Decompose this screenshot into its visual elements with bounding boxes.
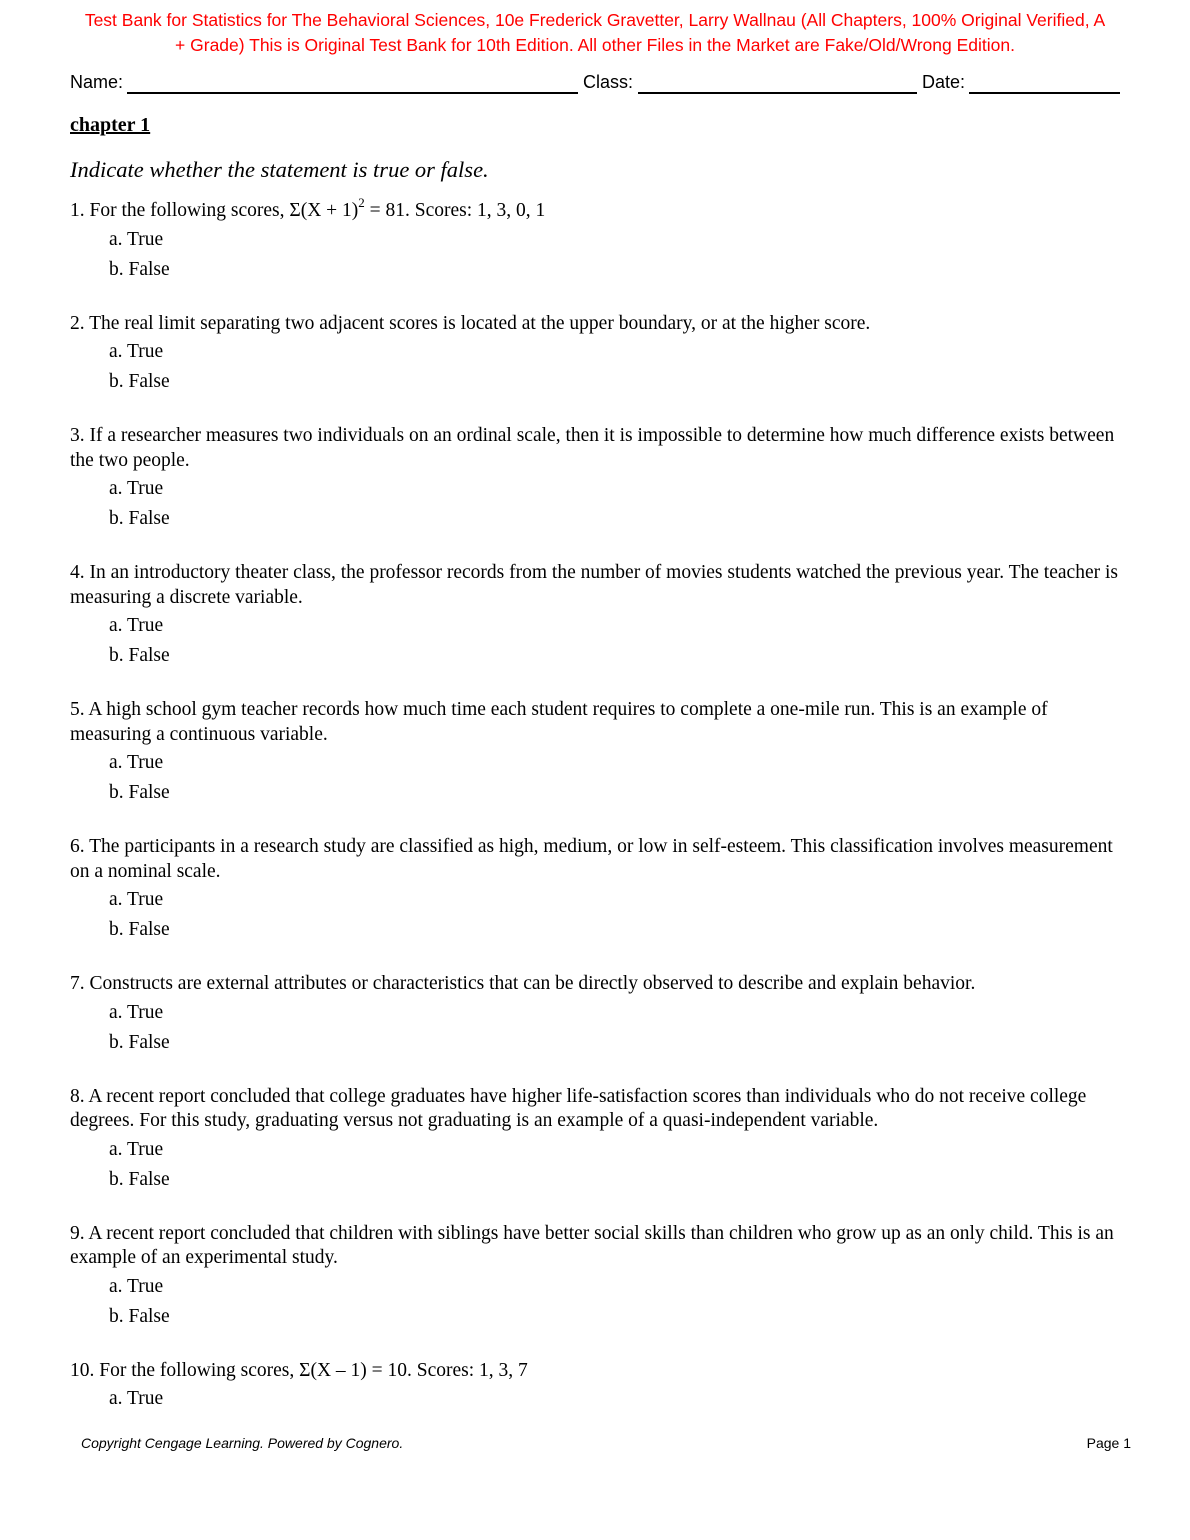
question-5-option-b[interactable]: b. False <box>109 782 170 803</box>
question-7-option-a[interactable]: a. True <box>109 1001 164 1023</box>
header-notice-line-1: Test Bank for Statistics for The Behavioral Sciences, 10e Frederick Gravetter, Larry Wallnau (All Chapters, 100% Original Verified, A <box>84 10 1106 30</box>
question-4 <box>70 561 1130 671</box>
question-8-option-b[interactable]: b. False <box>109 1168 170 1190</box>
name-field-line[interactable] <box>127 92 578 94</box>
question-9-option-b[interactable]: b. False <box>109 1305 170 1327</box>
question-9-option-a[interactable]: a. True <box>109 1275 164 1297</box>
question-7-option-b[interactable]: b. False <box>109 1031 170 1053</box>
question-7-text: 7. Constructs are external attributes or characteristics that can be directly observed to describe and explain behavior. <box>70 973 976 994</box>
page-footer <box>81 1435 1131 1455</box>
copyright-text: Copyright Cengage Learning. Powered by Cognero. <box>81 1435 404 1451</box>
question-6 <box>70 835 1130 945</box>
header-notice <box>10 8 1180 58</box>
question-3 <box>70 424 1130 534</box>
question-6-option-b[interactable]: b. False <box>109 919 170 940</box>
question-6-option-a[interactable]: a. True <box>109 889 164 910</box>
question-1-exponent: 2 <box>358 194 365 210</box>
page-number: Page 1 <box>1086 1435 1131 1451</box>
question-2 <box>70 312 1130 398</box>
question-6-text: 6. The participants in a research study are classified as high, medium, or low in self-esteem. This classification involves measurement on a nominal scale. <box>70 836 1113 882</box>
question-3-option-b[interactable]: b. False <box>109 508 170 529</box>
question-10-text: 10. For the following scores, Σ(X – 1) = 10. Scores: 1, 3, 7 <box>70 1359 528 1381</box>
question-1-text <box>70 194 1130 224</box>
chapter-title: chapter 1 <box>70 114 151 136</box>
question-8 <box>70 1085 1130 1195</box>
question-1-option-b[interactable]: b. False <box>109 258 170 280</box>
class-field-line[interactable] <box>638 92 917 94</box>
name-label: Name: <box>70 72 124 92</box>
student-info-row <box>70 70 1122 96</box>
question-4-option-b[interactable]: b. False <box>109 645 170 666</box>
test-content <box>70 112 1130 1441</box>
question-1 <box>70 194 1130 285</box>
class-label: Class: <box>583 72 634 92</box>
question-10 <box>70 1359 1130 1415</box>
question-5-text: 5. A high school gym teacher records how much time each student requires to complete a one-mile run. This is an example of measuring a continuous variable. <box>70 699 1048 745</box>
question-3-text: 3. If a researcher measures two individuals on an ordinal scale, then it is impossible to determine how much difference exists between the two people. <box>70 425 1115 471</box>
question-1-text-start: 1. For the following scores, Σ(X + 1) <box>70 200 359 221</box>
question-8-option-a[interactable]: a. True <box>109 1138 164 1160</box>
date-label: Date: <box>922 72 966 92</box>
question-2-option-a[interactable]: a. True <box>109 341 164 362</box>
question-10-option-a[interactable]: a. True <box>109 1388 164 1409</box>
section-instruction: Indicate whether the statement is true or false. <box>70 157 489 182</box>
question-5 <box>70 698 1130 808</box>
question-2-option-b[interactable]: b. False <box>109 371 170 392</box>
question-9-text: 9. A recent report concluded that children with siblings have better social skills than children who grow up as an only child. This is an example of an experimental study. <box>70 1222 1114 1268</box>
question-list <box>70 194 1130 1414</box>
question-5-option-a[interactable]: a. True <box>109 752 164 773</box>
question-9 <box>70 1222 1130 1332</box>
question-8-text: 8. A recent report concluded that college graduates have higher life-satisfaction scores than individuals who do not receive college degrees. For this study, graduating versus not graduating is an example of a quasi-independent variable. <box>70 1085 1087 1131</box>
date-field-line[interactable] <box>969 92 1120 94</box>
question-4-text: 4. In an introductory theater class, the professor records from the number of movies students watched the previous year. The teacher is measuring a discrete variable. <box>70 562 1118 608</box>
question-4-option-a[interactable]: a. True <box>109 615 164 636</box>
question-2-text: 2. The real limit separating two adjacent scores is located at the upper boundary, or at the higher score. <box>70 312 871 334</box>
question-3-option-a[interactable]: a. True <box>109 478 164 499</box>
header-notice-line-2: + Grade) This is Original Test Bank for 10th Edition. All other Files in the Market are Fake/Old/Wrong Edition. <box>175 35 1015 55</box>
question-1-text-end: = 81. Scores: 1, 3, 0, 1 <box>364 200 546 221</box>
question-1-option-a[interactable]: a. True <box>109 228 164 250</box>
question-7 <box>70 972 1130 1058</box>
